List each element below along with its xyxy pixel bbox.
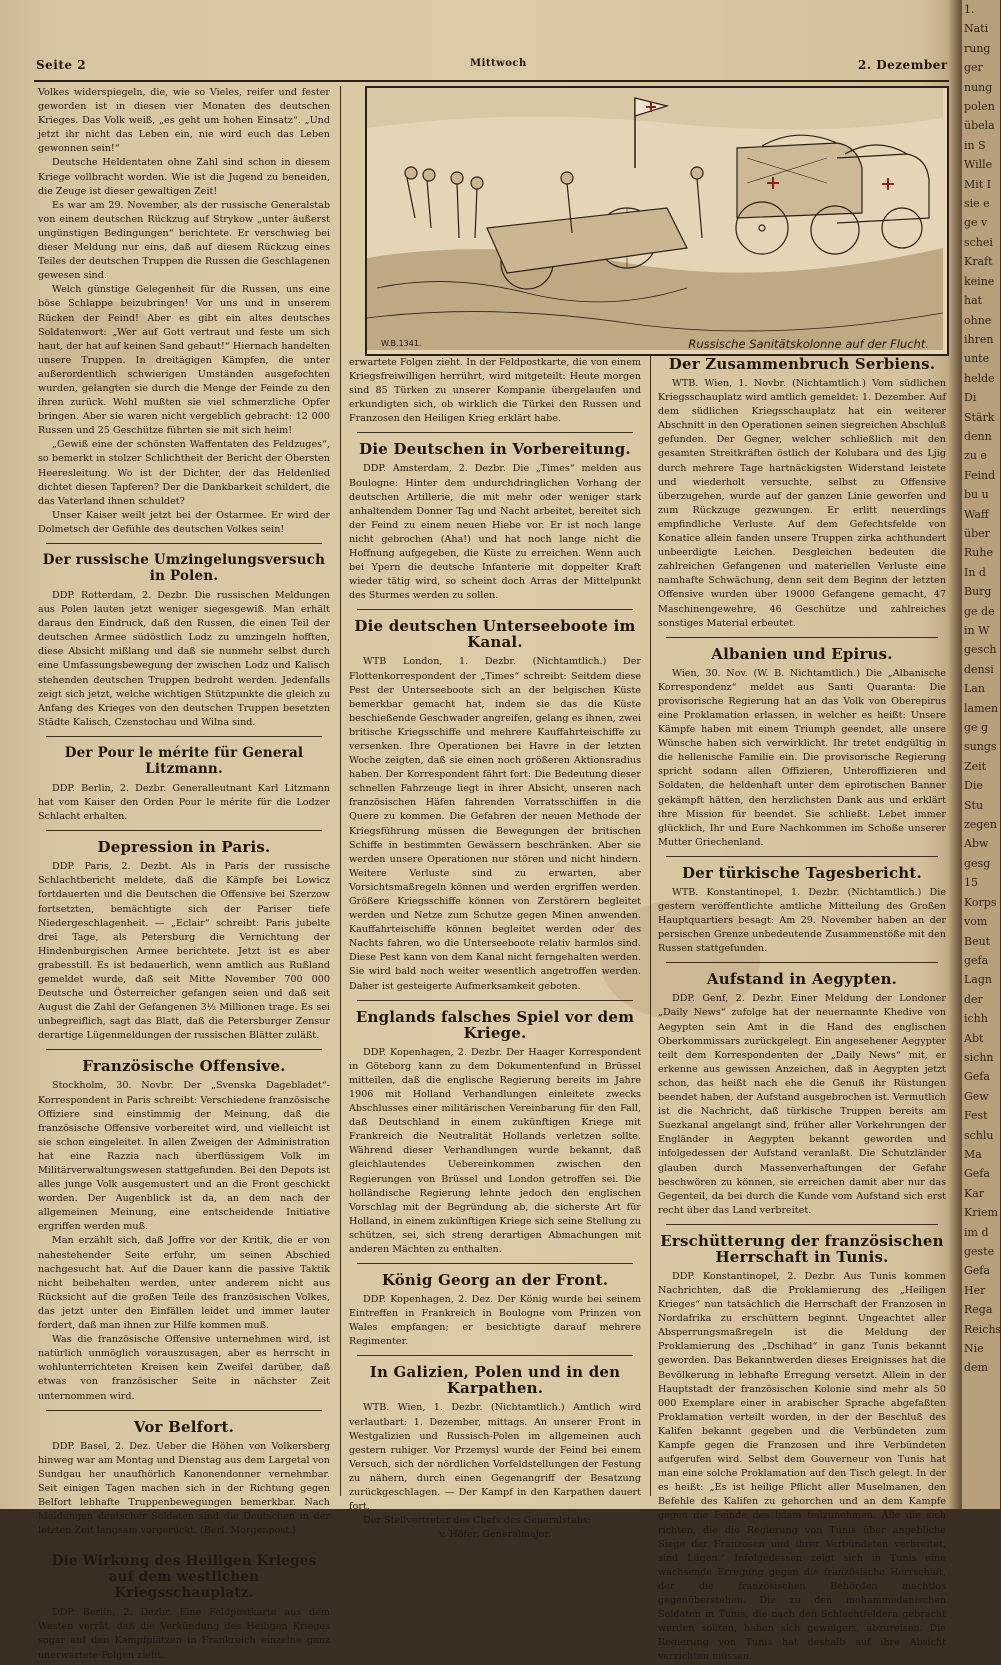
headline-georg: König Georg an der Front. [381, 1271, 609, 1290]
article-belfort: DDP. Basel, 2. Dez. Ueber die Höhen von Volkersberg hinweg war am Montag und Dienstag aus dem Largetal von Sundgau her unaufhörlich Kanonendonner vernehmbar. Seit einigen Tagen machen sich in der Richtung gegen Belfort lebhafte Truppenbewegungen bemerkbar. Nach Meldungen deutscher Soldaten sind die Deutschen in der letzten Zeit langsam vorgerückt. (Berl. Morgenpost.) [38, 1440, 330, 1537]
illustration [365, 86, 949, 356]
headline-ubooten: Die deutschen Unterseeboote im Kanal. [354, 617, 636, 652]
article-tunis: DDP. Konstantinopel, 2. Dezbr. Aus Tunis kommen Nachrichten, daß die Proklamierung des „Heiligen Krieges“ nun tatsächlich die Herrschaft der Franzosen in Nordafrika zu erschüttern beginnt. Ungeachtet aller Absperrungsmaßregeln ist die Meldung der Proklamierung des „Dschihad“ in ganz Tunis bekannt geworden. Das Bekanntwerden dieses Ereignisses hat die Bevölkerung in lebhafte Erregung versetzt. Allein in der Hauptstadt der französischen Kolonie sind mehr als 50 000 Exemplare einer in arabischer Sprache abgefaßten Proklamation verteilt worden, in der der Beschluß des Kalifen bekannt gegeben und die Verbündeten zum Kampfe gegen die Franzosen und ihre Verbündeten aufgerufen wird. Selbst dem Gouverneur von Tunis hat man eine solche Proklamation auf den Tisch gelegt. In der es heißt: „Es ist heilige Pflicht aller Muselmanen, den Befehle des Kalifen zu gehorchen und an dem Kampfe gegen die Feinde des Islam teilzunehmen. Alle die sich richten, die die Regierung von Tunis über angebliche Siege der Franzosen und ihrer Verbündeten verbreitet, sind Lügen.“ Infolgedessen zeigt sich in Tunis eine wachsende Erregung gegen die französische Herrschaft, der die französischen Behörden machtlos gegenüberstehen. Die zu den mohammedanischen Soldaten in Tunis, die nach den Schlachtfeldern gebracht werden sollten, haben sich geweigert, abzureisen. Die Regierung von Tunis hat deshalb auf ihre Absicht verzichten müssen. [658, 1270, 946, 1663]
next-page-fragment: Feind [964, 468, 996, 482]
article-umzingelung: DDP. Rotterdam, 2. Dezbr. Die russischen Meldungen aus Polen lauten jetzt weniger siegesgewiß. Man erhält daraus den Eindruck, daß den Russen, die einen Teil der deutschen Armee südöstlich Lodz zu umzingeln hofften, diese Absicht mißlang und daß sie nunmehr selbst durch eine Umfassungsbewegung der zwischen Lodz und Kalisch stehenden deutschen Truppen bedroht werden. Jedenfalls zeigt sich jetzt, welche wichtigen Stützpunkte die gleich zu Anfang des Krieges von den deutschen Truppen besetzten Städte Kalisch, Czenstochau und Wilna sind. [38, 590, 330, 728]
next-page-fragment: Waff [964, 507, 989, 521]
next-page-fragment: sungs [964, 740, 997, 754]
next-page-fragment: Stu [964, 798, 984, 812]
next-page-fragment: 15 [964, 876, 978, 890]
next-page-fragment: vom [964, 915, 988, 929]
binding-gutter [948, 0, 962, 1509]
column-2 [349, 356, 641, 1542]
next-page-fragment: unte [964, 352, 990, 366]
next-page-fragment: ihren [964, 332, 994, 346]
section-rule [46, 543, 322, 544]
column-divider [340, 86, 341, 1496]
article-offensive: Was die französische Offensive unternehmen wird, ist natürlich unmöglich vorauszusagen, aber es herrscht in wohlunterrichteten Kreisen kein Zweifel darüber, daß etwas von französischer Seite in nächster Zeit unternommen wird. [38, 1334, 330, 1402]
next-page-fragment: helde [964, 371, 995, 385]
headline-serbien: Der Zusammenbruch Serbiens. [668, 355, 936, 373]
section-rule [46, 1410, 322, 1411]
next-page-fragment: Gefa [964, 1264, 990, 1278]
intro-paragraph: „Gewiß eine der schönsten Waffentaten des Feldzuges“, so bemerkt in stolzer Schlichtheit der Bericht der Obersten Heeresleitung. Wo ist der Dichter, der das Heldenlied dichtet diesen Tapferen? Der die Dankbarkeit schildert, die das Vaterland ihnen schuldet? [38, 439, 330, 507]
next-page-fragment: Kar [964, 1186, 985, 1200]
column-divider [650, 356, 651, 1496]
section-rule [666, 856, 938, 857]
article-serbien: WTB. Wien, 1. Novbr. (Nichtamtlich.) Vom südlichen Kriegsschauplatz wird amtlich gemeldet: 1. Dezember. Auf dem südlichen Kriegsschauplatz hat ein weiterer Abschnitt in den Operationen seinen siegreichen Abschluß gefunden. Der Gegner, welcher schließlich mit den gesamten Streitkräften östlich der Kolubara und des Ljig durch mehrere Tage hartnäckigsten Widerstand leistete und wiederholt versuchte, selbst zu Offensive überzugehen, wurde auf der ganzen Linie geworfen und zum Rückzuge gezwungen. Er erlitt neuerdings empfindliche Verluste. Auf dem Gefechtsfelde von Konatice allein fanden unsere Truppen zirka achthundert unbeerdigte Leichen. Desgleichen bedeuten die zahlreichen Gefangenen und materiellen Verluste eine namhafte Schwächung, denn seit dem Beginn der letzten Offensive wurden über 19000 Gefangene gemacht, 47 Maschinengewehre, 46 Geschütze und zahlreiches sonstiges Material erbeutet. [658, 378, 946, 629]
next-page-fragment: nung [964, 80, 993, 94]
section-rule [46, 736, 322, 737]
section-rule [357, 1355, 633, 1356]
column-3 [658, 356, 946, 1665]
next-page-fragment: Lan [964, 682, 985, 696]
headline-offensive: Französische Offensive. [82, 1057, 286, 1076]
next-page-fragment: Abt [964, 1031, 984, 1045]
article-vorbereitung: DDP. Amsterdam, 2. Dezbr. Die „Times“ melden aus Boulogne: Hinter dem undurchdringlichen Vorhang der deutschen Artillerie, die mit mehr oder weniger stark anhaltendem Donner Tag und Nacht arbeitet, bereitet sich der Feind zu einem neuen Hiebe vor. Er ist noch lange nicht gebrochen (Aha!) und hat noch lange nicht die Hoffnung aufgegeben, die Küste zu erreichen. Wenn auch bei Ypern die deutsche Infanterie mit doppelter Kraft wieder tätig wird, so scheint doch Arras der Mittelpunkt des Sturmes werden zu sollen. [349, 463, 641, 602]
next-page-fragment: zu e [964, 449, 987, 463]
next-page-fragment: Gefa [964, 1070, 990, 1084]
next-page-fragment: rung [964, 41, 991, 55]
next-page-fragment: in S [964, 138, 986, 152]
section-rule [666, 1224, 938, 1225]
next-page-fragment: Gefa [964, 1167, 990, 1181]
next-page-fragment: ge de [964, 604, 995, 618]
article-merite: DDP. Berlin, 2. Dezbr. Generalleutnant Karl Litzmann hat vom Kaiser den Orden Pour le mérite für die Lodzer Schlacht erhalten. [38, 782, 330, 823]
intro-paragraph: Es war am 29. November, als der russische Generalstab von einem deutschen Rückzug auf Strykow „unter äußerst ungünstigen Bedingungen“ berichtete. Er verschwieg bei dieser Meldung nur eins, daß auf diesem Rückzug eines Teiles der deutschen Truppen die Russen die Geschlagenen gewesen sind. [38, 199, 330, 282]
article-tagesbericht: WTB. Konstantinopel, 1. Dezbr. (Nichtamtlich.) Die gestern veröffentlichte amtliche Mitteilung des Großen Hauptquartiers besagt: Am 29. November haben an der persischen Grenze unbedeutende Zusammenstöße mit den Russen stattgefunden. [658, 886, 946, 955]
next-page-fragment: Di [964, 391, 977, 405]
headline-wirkung: Die Wirkung des Heiligen Krieges auf dem westlichen Kriegsschauplatz. [51, 1553, 317, 1602]
date: 2. Dezember [858, 58, 948, 72]
section-rule [46, 1544, 322, 1545]
signature: v. Höfer, Generalmajor. [438, 1529, 552, 1541]
next-page-fragment: Mit I [964, 177, 992, 191]
next-page-fragment: Burg [964, 585, 992, 599]
article-paris: DDP. Paris, 2. Dezbt. Als in Paris der russische Schlachtbericht meldete, daß die Kämpfe bei Lowicz fortdauerten und die Deutschen die Offensive bei Szerzow fortsetzten, bemächtigte sich der Pariser tiefe Niedergeschlagenheit. — „Eclair“ schreibt: Paris jubelte drei Tage, als Petersburg die Vernichtung der Hindenburgischen Armee berichtete. Jetzt ist es aber grabesstill. Es ist bedauerlich, wenn amtlich aus Rußland gemeldet wurde, daß seit Mitte November 700 000 Deutsche und Österreicher gefangen seien und daß seit August die Zahl der Gefangenen 3½ Millionen trage. Es sei unbegreiflich, sagt das Blatt, daß die Petersburger Zensur derartige Lügenmeldungen der russischen Blätter zuläßt. [38, 861, 330, 1042]
next-page-fragment: hat [964, 294, 983, 308]
next-page-fragment: Wille [964, 158, 993, 172]
next-page-fragment: Beut [964, 934, 991, 948]
article-wirkung-continued: erwartete Folgen zieht. In der Feldpostkarte, die von einem Kriegsfreiwilligen herrührt, wird mitgeteilt: Heute morgen sind 85 Türken zu unserer Kompanie übergelaufen und erkundigten sich, ob wirklich die Türkei den Russen und Franzosen den Heiligen Krieg erklärt habe. [349, 357, 641, 425]
next-page-fragment: dem [964, 1361, 988, 1375]
next-page-fragment: lamen [964, 701, 999, 715]
article-aegypten: DDP. Genf, 2. Dezbr. Einer Meldung der Londoner „Daily News“ zufolge hat der neuernannte Khedive von Aegypten sein Amt in die Hand des englischen Oberkommissars zurückgelegt. Ein angesehener Aegypter teilt dem Korrespondenten der „Daily News“ mit, er erkenne aus gewissen Anzeichen, daß in Aegypten jetzt schon, das heißt nach ehe die Genuß ihr Rüstungen beendet haben, der Aufstand ausgebrochen ist. Vermutlich ist die Nachricht, daß türkische Truppen bereits am Suezkanal angelangt sind, früher aller Vorkehrungen der Engländer in Aegypten bekannt geworden und infolgedessen der Aufstand veranlaßt. Die Schutzländer glauben durch Massenverhaftungen der Gefahr beschwören zu können, sie erreichen damit aber nur das Gegenteil, da bei durch die Kunde vom Aufstand sich erst recht über das Land verbreitet. [658, 993, 946, 1216]
article-galizien-signoff: Der Stellvertreter des Chefs des Generalstabs: [363, 1515, 591, 1527]
section-rule [666, 637, 938, 638]
weekday: Mittwoch [470, 58, 527, 69]
next-page-fragment: In d [964, 565, 986, 579]
next-page-fragment: Nie [964, 1342, 984, 1356]
next-page-fragment: Ruhe [964, 546, 993, 560]
next-page-fragment: ge v [964, 216, 988, 230]
headline-england: Englands falsches Spiel vor dem Kriege. [355, 1007, 635, 1042]
next-page-fragment: Kriem [964, 1206, 998, 1220]
next-page-fragment: der [964, 992, 983, 1006]
next-page-fragment: Korps [964, 895, 997, 909]
next-page-fragment: Zeit [964, 759, 987, 773]
article-georg: DDP. Kopenhagen, 2. Dez. Der König wurde bei seinem Eintreffen in Frankreich in Boulogne vom Prinzen von Wales empfangen; er besichtigte darauf mehrere Regimenter. [349, 1294, 641, 1348]
headline-vorbereitung: Die Deutschen in Vorbereitung. [359, 440, 631, 459]
intro-paragraph: Volkes widerspiegeln, die, wie so Vieles, reifer und fester geworden ist in diesen vier Monaten des deutschen Krieges. Das Volk weiß, „es geht um hohen Einsatz“. „Und jetzt ihr nicht das Leben ein, nie wird euch das Leben gewonnen sein!“ [38, 87, 330, 155]
next-page-fragment: Gew [964, 1089, 989, 1103]
next-page-fragment: Reichs [964, 1322, 1001, 1336]
next-page-edge [962, 0, 1000, 1509]
article-ubooten: WTB London, 1. Dezbr. (Nichtamtlich.) Der Flottenkorrespondent der „Times“ schreibt: Seitdem diese Pest der Unterseeboote sich an der belgischen Küste bemerkbar gemacht hat, indem sie das die Küste beschießende Geschwader angreifen, gelang es ihnen, zwei britische Kriegsschiffe und mehrere Kauffahrteischiffe zu versenken. Ihre Operationen bei Havre in der letzten Woche zeigten, daß sie einen noch größeren Aktionsradius haben. Der Korrespondent fährt fort: Die Bedeutung dieser schnellen Fahrzeuge liegt in ihrer Absicht, unseren nach französischen Häfen fahrenden Vorratsschiffen in die Quere zu kommen. Die Gefahren der neuen Methode der Kriegsführung müssen die Bewegungen der britischen Schiffe in bestimmten Gewässern beschränken. Aber sie werden unsere Operationen nur stören und nicht hindern. Weitere Verluste sind zu erwarten, aber Vorsichtsmaßregeln können und werden ergriffen werden. Größere Kriegsschiffe können von Zerstörern begleitet werden und Netze zum Schutze gegen Minen anwenden. Kauffahrteischiffe können begleitet werden oder des Nachts fahren, wo die Unterseeboote relativ harmlos sind. Diese Pest kann von dem Kanal nicht ferngehalten werden. Sie wird bald noch weiter wesentlich angetroffen werden. Daher ist gesteigerte Aufmerksamkeit geboten. [349, 656, 641, 992]
next-page-fragment: polen [964, 100, 995, 114]
next-page-fragment: 1. [964, 3, 975, 16]
next-page-fragment: im d [964, 1225, 989, 1239]
article-wirkung: DDP. Berlin, 2. Dezbr. Eine Feldpostkarte aus dem Westen verrät, daß die Verkündung des Heiligen Krieges sogar auf den Kampfplätzen in Frankreich einzelne ganz unerwartete Folgen zieht. [38, 1607, 330, 1661]
illustration-caption: Russische Sanitätskolonne auf der Flucht. [688, 337, 929, 351]
intro-paragraph: Deutsche Heldentaten ohne Zahl sind schon in diesem Kriege vollbracht worden. Wie ist die Jugend zu beneiden, die Zeuge ist dieser gewaltigen Zeit! [38, 157, 330, 197]
next-page-fragment: Lagn [964, 973, 992, 987]
headline-umzingelung: Der russische Umzingelungsversuch in Polen. [42, 552, 326, 584]
next-page-fragment: Rega [964, 1303, 993, 1317]
next-page-fragment: in W [964, 624, 990, 637]
next-page-fragment: Fest [964, 1109, 988, 1123]
section-rule [357, 609, 633, 610]
next-page-fragment: übela [964, 119, 995, 133]
article-england: DDP. Kopenhagen, 2. Dezbr. Der Haager Korrespondent in Göteborg kann zu dem Dokumentenfund in Brüssel mitteilen, daß die englische Regierung bereits im Jahre 1906 mit Holland Verhandlungen einleitete zwecks Abschlusses einer militärischen Vereinbarung für den Fall, daß Deutschland in einem zukünftigen Kriege mit Frankreich die Neutralität Hollands verletzen sollte. Während dieser Verhandlungen wurde bekannt, daß gleichlautendes Uebereinkommen zwischen den Regierungen von Brüssel und London getroffen sei. Die holländische Regierung lehnte jedoch den englischen Vorschlag mit der Begründung ab, die sicherste Art für Holland, in einem zukünftigen Kriege sich seine Stellung zu schützen, sei, sich streng derartigen Abmachungen mit anderen Mächten zu enthalten. [349, 1046, 641, 1255]
headline-tagesbericht: Der türkische Tagesbericht. [682, 863, 922, 882]
artist-signature: W.B.1341. [381, 339, 422, 348]
next-page-fragment: Abw [964, 837, 989, 851]
next-page-fragment: gesg [964, 856, 991, 870]
next-page-fragment: ge g [964, 721, 989, 735]
section-rule [357, 432, 633, 433]
next-page-fragment: gefa [964, 953, 989, 967]
article-albanien: Wien, 30. Nov. (W. B. Nichtamtlich.) Die „Albanische Korrespondenz“ meldet aus Santi Quaranta: Die provisorische Regierung hat an das Volk von Oberepirus eine Proklamation erlassen, in welcher es heißt: Unsere Kämpfe haben mit einem Triumph geendet, alle unsere Wünsche haben sich verwirklicht. Ihr tretet endgültig in die hellenische Familie ein. Die provisorische Regierung spricht sodann allen Offizieren, Unteroffizieren und Soldaten, die heldenhaft unter dem epirotischen Banner gekämpft hätten, den herzlichsten Dank aus und erklärt ihre Mission für beendet. Sie schließt: Lebet immer glücklich, Ihr und Eure Nachkommen im Schoße unserer Mutter Griechenland. [658, 667, 946, 848]
next-page-fragment: gesch [964, 643, 997, 657]
next-page-fragment: sichn [964, 1050, 994, 1064]
next-page-fragment: Kraft [964, 255, 993, 269]
next-page-fragment: schlu [964, 1128, 994, 1142]
next-page-fragment: Die [964, 779, 983, 793]
headline-albanien: Albanien und Epirus. [711, 644, 893, 663]
next-page-fragment: denn [964, 429, 992, 443]
article-galizien: WTB. Wien, 1. Dezbr. (Nichtamtlich.) Amtlich wird verlautbart: 1. Dezember, mittags. An unserer Front in Westgalizien und Russisch-Polen im allgemeinen auch gestern ruhiger. Vor Przemysl wurde der Feind bei einem Versuch, sich der nördlichen Vorfeldstellungen der Festung zu nähern, durch einen Gegenangriff der Besatzung zurückgeschlagen. — Der Kampf in den Karpathen dauert fort. [349, 1402, 641, 1513]
section-rule [46, 1049, 322, 1050]
headline-aegypten: Aufstand in Aegypten. [706, 970, 898, 989]
next-page-fragment: Stärk [964, 410, 995, 424]
next-page-fragment: ger [964, 61, 983, 75]
article-offensive: Stockholm, 30. Novbr. Der „Svenska Dagebladet“-Korrespondent in Paris schreibt: Verschiedene französische Offiziere sind einstimmig der Meinung, daß die französische Offensive vorbereitet wird, und vielleicht ist sie schon eingeleitet. In allen Zweigen der Administration hat eine Razzia nach überflüssigem Volk im Militärverwaltungswesen stattgefunden. Bei den Depots ist alles junge Volk ausgemustert und an die Front geschickt worden. Der Augenblick ist da, an dem nach der allgemeinen Meinung, eine entscheidende Initiative ergriffen werden muß. [38, 1080, 330, 1233]
headline-merite: Der Pour le mérite für General Litzmann. [64, 744, 304, 777]
next-page-fragment: keine [964, 274, 995, 288]
section-rule [666, 962, 938, 963]
headline-tunis: Erschütterung der französischen Herrschaft in Tunis. [660, 1231, 944, 1266]
illustration-drawing [367, 88, 943, 350]
next-page-fragment: sie e [964, 197, 990, 211]
next-page-fragment: ichh [964, 1012, 988, 1026]
next-page-fragment: Ma [964, 1147, 982, 1161]
next-page-fragment: geste [964, 1245, 995, 1258]
intro-paragraph: Unser Kaiser weilt jetzt bei der Ostarmee. Er wird der Dolmetsch der Gefühle des deutschen Volkes sein! [38, 509, 330, 535]
section-rule [357, 1000, 633, 1001]
headline-belfort: Vor Belfort. [133, 1417, 235, 1436]
next-page-fragment: ohne [964, 313, 992, 327]
article-offensive: Man erzählt sich, daß Joffre vor der Kritik, die er von nahestehender Seite erfuhr, um seinen Abschied nachgesucht hat. Auf die Dauer kann die passive Taktik nicht beibehalten werden, unter anderem nicht aus Rücksicht auf die großen Teile des französischen Volkes, das jetzt unter den Einfällen leidet und immer lauter fordert, daß man ihnen zur Hilfe kommen muß. [38, 1235, 330, 1332]
next-page-fragment: über [964, 526, 990, 540]
headline-galizien: In Galizien, Polen und in den Karpathen. [369, 1363, 621, 1398]
next-page-fragment: bu u [964, 488, 989, 502]
section-rule [46, 830, 322, 831]
next-page-fragment: Her [964, 1283, 986, 1297]
headline-paris: Depression in Paris. [97, 838, 271, 857]
next-page-fragment: schei [964, 235, 993, 249]
page-number: Seite 2 [36, 58, 87, 72]
header-rule [34, 80, 949, 82]
section-rule [357, 1263, 633, 1264]
next-page-fragment: Nati [964, 22, 989, 36]
intro-paragraph: Welch günstige Gelegenheit für die Russen, uns eine böse Schlappe beizubringen! Vor uns und in unserem Rücken der Feind! Aber es gibt ein altes deutsches Soldatenwort: „Wer auf Gott vertraut und feste um sich haut, der hat auf keinen Sand gebaut!“ Hiernach handelten unsere Truppen. In dreitägigen Kämpfen, die unter außerordentlich schwierigen Umständen ausgefochten wurden, gelangten sie durch die Menge der Feinde zu den ihren zurück. Wohl mußten sie viel schmerzliche Opfer bringen. Aber sie waren nicht vergeblich gebracht: 12 000 Russen und 25 Geschütze führten sie mit sich heim! [38, 284, 330, 437]
column-1 [38, 86, 330, 1663]
next-page-fragment: zegen [964, 818, 997, 832]
next-page-fragment: densi [964, 662, 994, 676]
